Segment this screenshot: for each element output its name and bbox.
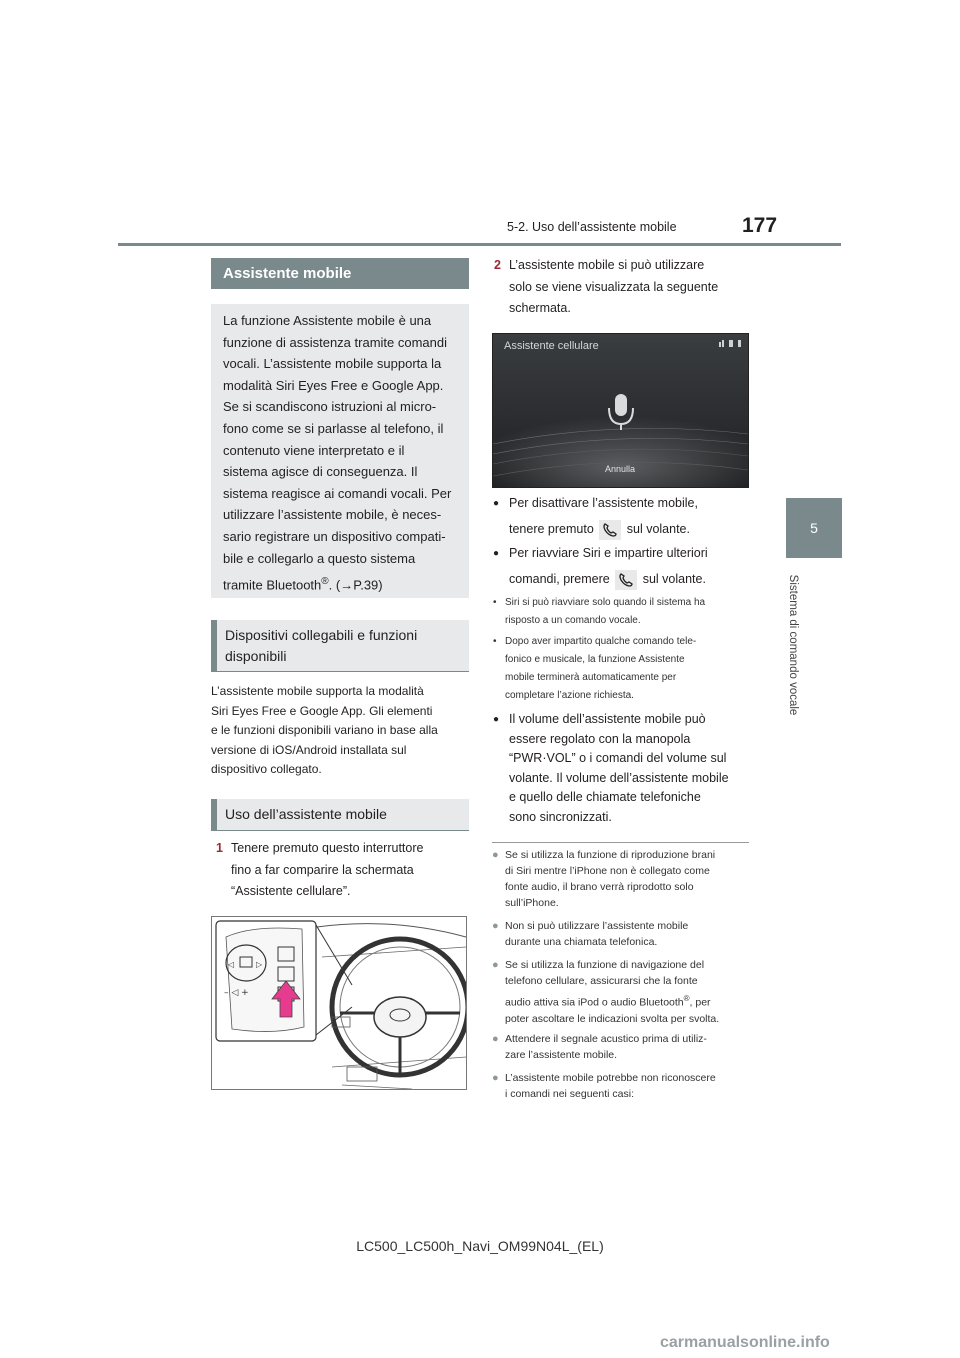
info-line: zare l’assistente mobile. (505, 1049, 618, 1061)
bullet-line: Per disattivare l’assistente mobile, (509, 496, 698, 510)
svg-text:– ◁ +: – ◁ + (224, 988, 249, 998)
bullet-text: sul volante. (642, 572, 706, 586)
info-line: poter ascoltare le indicazioni svolta per svolta. (505, 1012, 720, 1025)
registered-mark: ® (683, 994, 690, 1003)
info-bullet: ● (492, 920, 499, 932)
bullet-line: e quello delle chiamate telefoniche (509, 790, 701, 804)
info-line: Non si può utilizzare l’assistente mobile (505, 920, 689, 932)
bullet-icon: ● (493, 498, 500, 509)
compat-line: dispositivo collegato. (211, 762, 322, 776)
intro-bluetooth-text: tramite Bluetooth (223, 577, 322, 593)
svg-text:▷: ▷ (256, 960, 263, 969)
intro-line: sistema agisce di conseguenza. Il (223, 464, 418, 480)
info-line: Se si utilizza la funzione di riproduzione brani (505, 849, 716, 861)
step-line: “Assistente cellulare”. (231, 884, 351, 898)
bullet-icon: ● (493, 714, 500, 725)
intro-line: sistema reagisce ai comandi vocali. Per (223, 485, 452, 501)
bullet-line: “PWR·VOL” o i comandi del volume sul (509, 751, 727, 765)
info-text: audio attiva sia iPod o audio Bluetooth (505, 996, 684, 1009)
step-line: solo se viene visualizzata la seguente (509, 279, 719, 294)
compat-line: e le funzioni disponibili variano in base alla (211, 723, 438, 737)
intro-box (211, 304, 469, 598)
chapter-tab: 5 (786, 498, 842, 558)
step-2 (494, 255, 749, 320)
intro-line: vocali. L’assistente mobile supporta la (223, 356, 442, 372)
steering-wheel-illustration (211, 916, 467, 1090)
phone-talk-icon (615, 570, 637, 590)
note-line: Dopo aver impartito qualche comando tele- (505, 636, 697, 647)
step-line: fino a far comparire la schermata (231, 862, 414, 877)
step-number: 1 (216, 841, 223, 855)
info-line: durante una chiamata telefonica. (505, 936, 658, 948)
bullet-text: tenere premuto (509, 522, 594, 536)
info-bullet: ● (492, 1072, 499, 1084)
note-line: fonico e musicale, la funzione Assistente (505, 654, 685, 665)
assistant-screen (492, 333, 749, 488)
step-1 (216, 838, 469, 903)
compat-line: Siri Eyes Free e Google App. Gli elementi (211, 703, 433, 718)
svg-text:◁: ◁ (228, 960, 235, 969)
info-divider (492, 842, 749, 843)
note-line: mobile terminerà automaticamente per (505, 672, 677, 683)
bullet-line: essere regolato con la manopola (509, 731, 691, 746)
info-bullet: ● (492, 959, 499, 971)
manual-code-footer: LC500_LC500h_Navi_OM99N04L_(EL) (356, 1238, 604, 1254)
bullet-line: Il volume dell’assistente mobile può (509, 712, 706, 726)
info-item (492, 1031, 749, 1063)
phone-talk-icon (599, 520, 621, 540)
intro-line: utilizzare l’assistente mobile, è neces- (223, 507, 442, 523)
compat-line: versione di iOS/Android installata sul (211, 742, 407, 757)
chapter-title: Sistema di comando vocale (787, 574, 799, 716)
header-rule (118, 243, 841, 246)
note-line: completare l’azione richiesta. (505, 690, 634, 701)
bullet-volume (493, 710, 754, 827)
step-line: Tenere premuto questo interruttore (231, 841, 424, 855)
bullet-line: Per riavviare Siri e impartire ulteriori (509, 546, 708, 560)
note-2 (493, 633, 745, 705)
compat-line: L’assistente mobile supporta la modalità (211, 684, 424, 698)
info-line: Se si utilizza la funzione di navigazione del (505, 959, 705, 971)
watermark: carmanualsonline.info (660, 1334, 830, 1351)
info-line: i comandi nei seguenti casi: (505, 1088, 634, 1100)
intro-line: La funzione Assistente mobile è una (223, 313, 432, 328)
chapter-side-title (778, 565, 808, 725)
info-item (492, 1070, 749, 1102)
step-line: L’assistente mobile si può utilizzare (509, 258, 705, 272)
info-bullet: ● (492, 1033, 499, 1045)
info-line: L’assistente mobile potrebbe non riconoscere (505, 1072, 716, 1084)
note-bullet: • (493, 636, 497, 647)
intro-line: modalità Siri Eyes Free e Google App. (223, 377, 444, 393)
info-line: di Siri mentre l’iPhone non è collegato come (505, 865, 710, 877)
intro-line: sario registrare un dispositivo compati- (223, 528, 446, 544)
info-item (492, 957, 749, 1027)
bullet-line: volante. Il volume dell’assistente mobile (509, 770, 729, 785)
intro-line: Se si scandiscono istruzioni al micro- (223, 399, 437, 415)
cancel-button[interactable]: Annulla (605, 464, 636, 474)
screen-title: Assistente cellulare (504, 340, 599, 352)
step-number: 2 (494, 258, 501, 272)
intro-line: funzione di assistenza tramite comandi (223, 334, 448, 350)
bullet-deactivate (493, 492, 754, 541)
note-line: risposto a un comando vocale. (505, 615, 641, 626)
note-bullet: • (493, 597, 497, 608)
section-heading-uso: Uso dell’assistente mobile (211, 799, 469, 831)
info-line: fonte audio, il brano verrà riprodotto solo (505, 881, 694, 893)
intro-line: bile e collegarlo a questo sistema (223, 550, 416, 566)
section-heading-dispositivi: Dispositivi collegabili e funzioni disponibili (211, 620, 469, 672)
compat-paragraph (211, 682, 469, 780)
note-1 (493, 594, 745, 630)
bullet-restart (493, 542, 754, 591)
info-line: Attendere il segnale acustico prima di utiliz- (505, 1033, 707, 1045)
info-line: sull’iPhone. (505, 897, 559, 909)
intro-line (223, 571, 459, 596)
registered-mark: ® (321, 576, 329, 588)
bullet-text: sul volante. (626, 522, 690, 536)
info-item (492, 918, 749, 950)
note-line: Siri si può riavviare solo quando il sistema ha (505, 597, 706, 608)
bullet-line: sono sincronizzati. (509, 809, 612, 824)
info-line: telefono cellulare, assicurarsi che la fonte (505, 975, 698, 987)
section-header: 5-2. Uso dell’assistente mobile (507, 220, 677, 234)
microphone-icon (609, 392, 635, 432)
intro-line: contenuto viene interpretato e il (223, 442, 405, 458)
info-item (492, 847, 749, 911)
page-number: 177 (742, 214, 778, 237)
bullet-line (509, 568, 754, 591)
info-bullet: ● (492, 849, 499, 861)
section-heading-assistente: Assistente mobile (211, 258, 469, 289)
bullet-text: comandi, premere (509, 572, 610, 586)
bullet-line (509, 518, 754, 541)
bullet-icon: ● (493, 548, 500, 559)
step-line: schermata. (509, 301, 571, 315)
info-text: , per (689, 996, 711, 1009)
info-line (505, 991, 749, 1011)
page-reference-link[interactable]: . (→P.39) (328, 577, 383, 593)
intro-line: fono come se si parlasse al telefono, il (223, 420, 444, 436)
steering-wheel-drawing (212, 917, 466, 1089)
